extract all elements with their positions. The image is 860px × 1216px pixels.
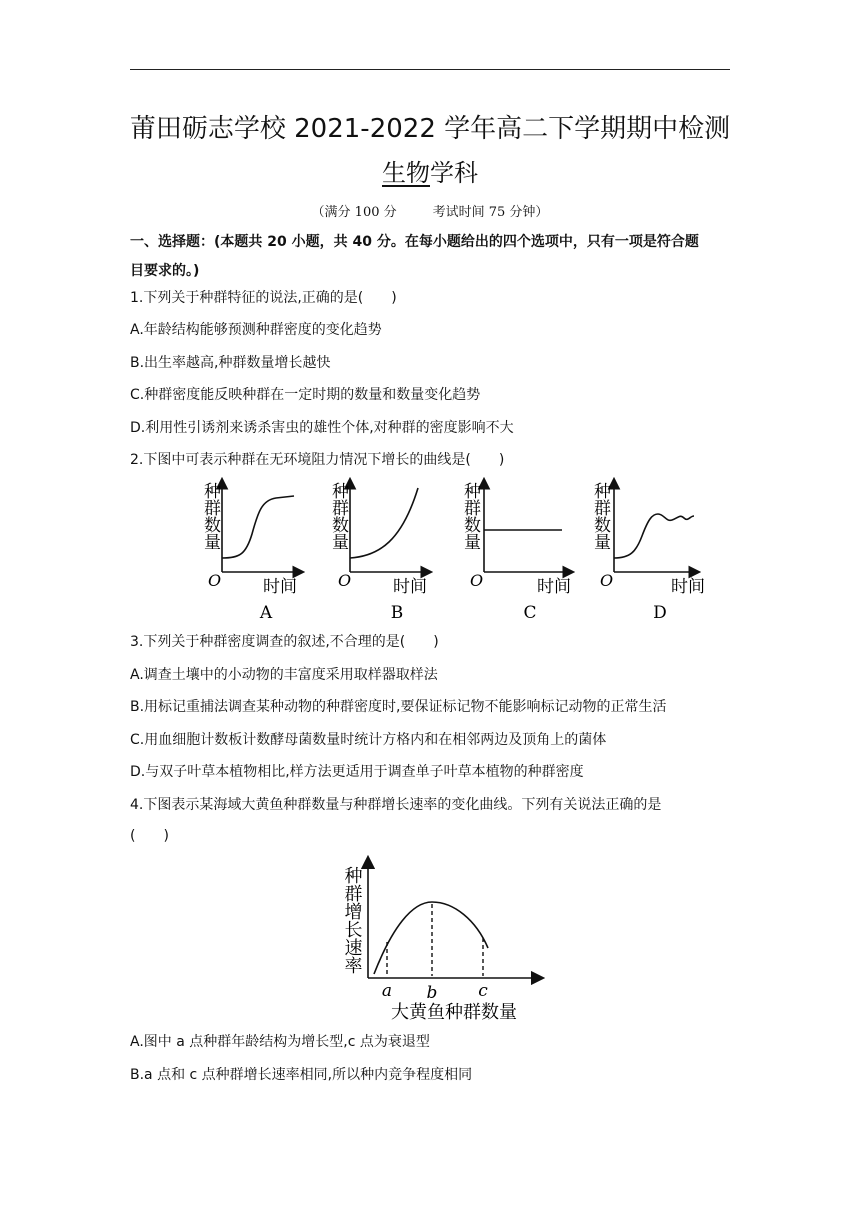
q4-xlabel: 大黄鱼种群数量 (391, 1002, 517, 1023)
q2-stem: 2.下图中可表示种群在无环境阻力情况下增长的曲线是( ) (130, 452, 505, 468)
ylabel-b: 种群数量 (328, 482, 348, 550)
q1-option-c: C.种群密度能反映种群在一定时期的数量和数量变化趋势 (130, 387, 481, 403)
exam-subject (0, 157, 860, 189)
point-b-label: b (426, 983, 438, 1003)
graph-d (590, 480, 705, 623)
graph-b (328, 480, 430, 623)
curve-d (614, 514, 694, 558)
q4-option-b: B.a 点和 c 点种群增长速率相同,所以种内竞争程度相同 (130, 1067, 473, 1083)
exam-time: 考试时间 75 分钟） (432, 205, 549, 220)
q3-option-d: D.与双子叶草本植物相比,样方法更适用于调查单子叶草本植物的种群密度 (130, 764, 584, 780)
ylabel-c: 种群数量 (460, 482, 480, 550)
xlabel-c: 时间 (537, 577, 571, 597)
ylabel-d: 种群数量 (590, 482, 610, 550)
xlabel-a: 时间 (263, 577, 297, 597)
letter-b: B (390, 603, 404, 623)
header-rule (130, 69, 730, 70)
q1-stem: 1.下列关于种群特征的说法,正确的是( ) (130, 290, 397, 306)
point-c-label: c (478, 981, 488, 1001)
q1-option-d: D.利用性引诱剂来诱杀害虫的雄性个体,对种群的密度影响不大 (130, 420, 514, 436)
letter-a: A (259, 603, 273, 623)
q3-option-c: C.用血细胞计数板计数酵母菌数量时统计方格内和在相邻两边及顶角上的菌体 (130, 732, 607, 748)
origin-c: O (470, 571, 484, 590)
exam-title: 莆田砺志学校 2021-2022 学年高二下学期期中检测 (129, 114, 731, 144)
origin-d: O (600, 571, 614, 590)
q4-figure (330, 850, 550, 1026)
letter-c: C (523, 603, 537, 623)
exam-meta (0, 204, 860, 222)
growth-rate-curve (374, 902, 488, 974)
graph-a (200, 480, 302, 623)
xlabel-b: 时间 (393, 577, 427, 597)
section-heading-line2: 目要求的。) (130, 263, 200, 279)
graph-c (460, 480, 572, 623)
curve-a (222, 496, 294, 558)
q4-ylabel: 种群增长速率 (341, 866, 363, 974)
q3-option-a: A.调查土壤中的小动物的丰富度采用取样器取样法 (130, 667, 438, 683)
q4-stem: 4.下图表示某海域大黄鱼种群数量与种群增长速率的变化曲线。下列有关说法正确的是 (130, 797, 662, 813)
origin-a: O (208, 571, 222, 590)
q3-stem: 3.下列关于种群密度调查的叙述,不合理的是( ) (130, 634, 439, 650)
ylabel-a: 种群数量 (200, 482, 220, 550)
full-score: （满分 100 分 (311, 205, 397, 220)
q4-option-a: A.图中 a 点种群年龄结构为增长型,c 点为衰退型 (130, 1034, 430, 1050)
section-heading-line1: 一、选择题：(本题共 20 小题，共 40 分。在每小题给出的四个选项中，只有一项是符合题 (130, 234, 699, 250)
q1-option-a: A.年龄结构能够预测种群密度的变化趋势 (130, 322, 382, 338)
q1-option-b: B.出生率越高,种群数量增长越快 (130, 355, 331, 371)
q3-option-b: B.用标记重捕法调查某种动物的种群密度时,要保证标记物不能影响标记动物的正常生活 (130, 699, 667, 715)
q4-paren: ( ) (130, 828, 169, 844)
letter-d: D (653, 603, 667, 623)
origin-b: O (338, 571, 352, 590)
curve-b (350, 488, 418, 558)
q2-figure (190, 474, 720, 626)
subject-name: 生物 (382, 159, 430, 187)
point-a-label: a (381, 981, 393, 1001)
subject-suffix: 学科 (430, 159, 478, 187)
xlabel-d: 时间 (671, 577, 705, 597)
